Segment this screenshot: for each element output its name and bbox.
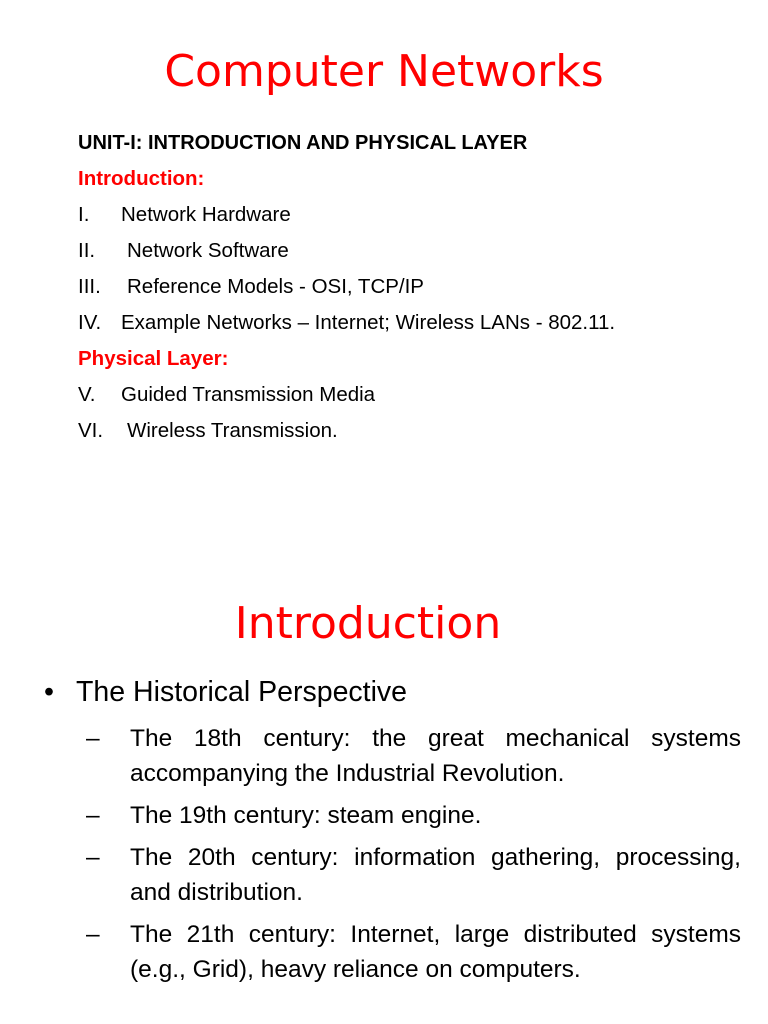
- slide-title-computer-networks: Computer Networks: [164, 46, 604, 97]
- sub-bullet-item: [86, 721, 741, 791]
- item-number: II.: [78, 239, 96, 262]
- bullet-item: [44, 673, 741, 711]
- sub-bullet-text: The 20th century: information gathering, processing, and distribution.: [130, 844, 741, 906]
- section-heading-introduction: Introduction:: [78, 167, 205, 190]
- item-number: I.: [78, 203, 90, 226]
- outline-item: [78, 380, 615, 416]
- sub-bullet-item: [86, 917, 741, 987]
- unit-outline: [78, 128, 615, 452]
- slide-title-introduction: Introduction: [234, 598, 502, 649]
- item-number: VI.: [78, 419, 104, 442]
- item-text: Example Networks – Internet; Wireless LANs - 802.11.: [121, 311, 616, 334]
- dash-icon: –: [86, 725, 100, 752]
- dash-icon: –: [86, 921, 100, 948]
- outline-item: [78, 416, 615, 452]
- item-text: Reference Models - OSI, TCP/IP: [127, 275, 424, 298]
- item-text: Network Software: [127, 239, 289, 262]
- sub-bullet-text: The 18th century: the great mechanical systems accompanying the Industrial Revolution.: [130, 725, 741, 787]
- sub-bullet-text: The 21th century: Internet, large distributed systems (e.g., Grid), heavy reliance on computers.: [130, 921, 741, 983]
- dash-icon: –: [86, 844, 100, 871]
- item-number: III.: [78, 275, 101, 298]
- dash-icon: –: [86, 802, 100, 829]
- sub-bullet-item: [86, 840, 741, 910]
- outline-item: [78, 272, 615, 308]
- bullet-icon: •: [44, 676, 54, 708]
- item-text: Wireless Transmission.: [127, 419, 338, 442]
- item-number: V.: [78, 383, 96, 406]
- historical-perspective-list: [44, 673, 741, 987]
- outline-item: [78, 200, 615, 236]
- sub-bullet-item: [86, 798, 741, 833]
- section-heading-physical-layer: Physical Layer:: [78, 347, 229, 370]
- item-number: IV.: [78, 311, 102, 334]
- item-text: Network Hardware: [121, 203, 291, 226]
- outline-item: [78, 236, 615, 272]
- item-text: Guided Transmission Media: [121, 383, 376, 406]
- outline-item: [78, 308, 615, 344]
- bullet-text: The Historical Perspective: [76, 676, 408, 708]
- sub-bullet-text: The 19th century: steam engine.: [130, 802, 482, 829]
- unit-heading: UNIT-I: INTRODUCTION AND PHYSICAL LAYER: [78, 132, 528, 154]
